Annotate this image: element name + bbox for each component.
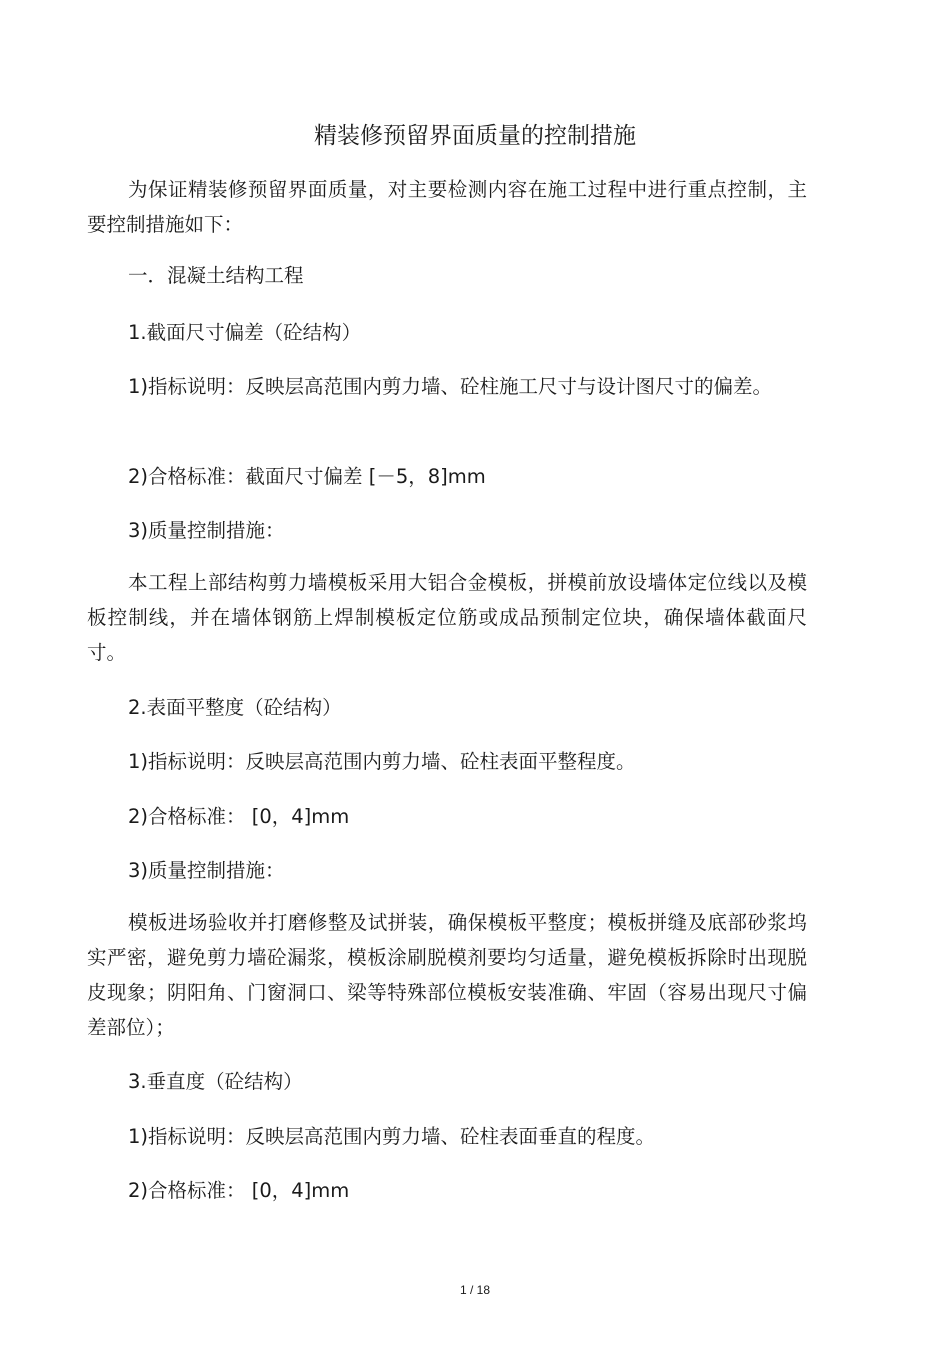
paragraph: 1)指标说明：反映层高范围内剪力墙、砼柱施工尺寸与设计图尺寸的偏差。: [128, 375, 773, 398]
subsection-heading: 2.表面平整度（砼结构）: [128, 696, 342, 719]
page-number: 1 / 18: [459, 1283, 491, 1297]
paragraph: 2)合格标准：截面尺寸偏差 [－5，8]mm: [128, 465, 486, 488]
paragraph: 3)质量控制措施：: [128, 519, 285, 542]
paragraph: 2)合格标准： [0，4]mm: [128, 805, 350, 828]
paragraph: 1)指标说明：反映层高范围内剪力墙、砼柱表面垂直的程度。: [128, 1125, 656, 1148]
section-heading: 一．混凝土结构工程: [128, 264, 304, 287]
subsection-heading: 3.垂直度（砼结构）: [128, 1070, 303, 1093]
paragraph: 本工程上部结构剪力墙模板采用大铝合金模板，拼模前放设墙体定位线以及模板控制线，并在墙体钢筋上焊制模板定位筋或成品预制定位块，确保墙体截面尺寸。: [87, 571, 807, 664]
paragraph: 模板进场验收并打磨修整及试拼装，确保模板平整度；模板拼缝及底部砂浆坞实严密，避免剪力墙砼漏浆，模板涂刷脱模剂要均匀适量，避免模板拆除时出现脱皮现象；阴阳角、门窗洞口、梁等特殊部位模板安装准确、牢固（容易出现尺寸偏差部位）；: [87, 911, 807, 1039]
paragraph: 3)质量控制措施：: [128, 859, 285, 882]
paragraph: 1)指标说明：反映层高范围内剪力墙、砼柱表面平整程度。: [128, 750, 636, 773]
paragraph: 为保证精装修预留界面质量，对主要检测内容在施工过程中进行重点控制，主要控制措施如下：: [87, 178, 807, 236]
subsection-heading: 1.截面尺寸偏差（砼结构）: [128, 321, 362, 344]
page-title: 精装修预留界面质量的控制措施: [314, 123, 636, 149]
paragraph: 2)合格标准： [0，4]mm: [128, 1179, 350, 1202]
